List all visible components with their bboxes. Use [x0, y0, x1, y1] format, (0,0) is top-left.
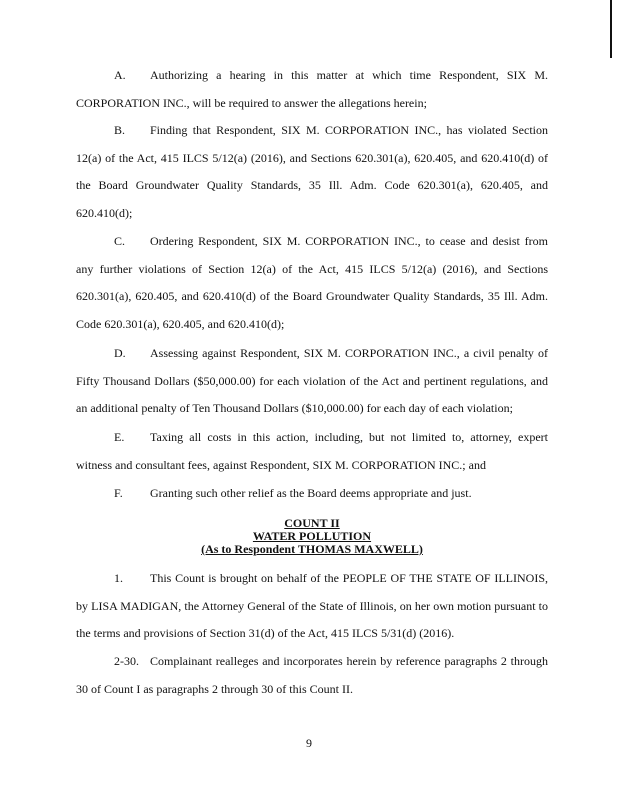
paragraph-label: 2-30. — [114, 654, 139, 668]
count-heading-subject: WATER POLLUTION — [252, 529, 372, 543]
paragraph-label: E. — [114, 430, 125, 444]
relief-paragraph-d — [76, 340, 548, 423]
paragraph-text: Authorizing a hearing in this matter at which time Respondent, SIX M. CORPORATION INC., will be required to answer the allegations herein; — [76, 68, 548, 110]
paragraph-text: Taxing all costs in this action, including, but not limited to, attorney, expert witness and consultant fees, against Respondent, SIX M. CORPORATION INC.; and — [76, 430, 548, 472]
relief-paragraph-f — [76, 480, 548, 508]
paragraph-label: A. — [114, 68, 126, 82]
paragraph-label: 1. — [114, 571, 123, 585]
paragraph-text: Complainant realleges and incorporates herein by reference paragraphs 2 through 30 of Count I as paragraphs 2 through 30 of this Count II. — [76, 654, 548, 696]
count-paragraph-2-30 — [76, 648, 548, 703]
page-number: 9 — [306, 736, 312, 750]
count-heading-title: COUNT II — [284, 516, 340, 530]
count-heading-respondent: (As to Respondent THOMAS MAXWELL) — [201, 542, 423, 556]
paragraph-text: Finding that Respondent, SIX M. CORPORATION INC., has violated Section 12(a) of the Act, 415 ILCS 5/12(a) (2016), and Sections 620.301(a), 620.405, and 620.410(d) of the Board Groundwater Quality Standards, 35 Ill. Adm. Code 620.301(a), 620.405, and 620.410(d); — [76, 123, 548, 220]
paragraph-label: D. — [114, 346, 126, 360]
count-paragraph-1 — [76, 565, 548, 648]
relief-paragraph-e — [76, 424, 548, 479]
paragraph-label: C. — [114, 234, 126, 248]
relief-paragraph-a — [76, 62, 548, 117]
relief-paragraph-c — [76, 228, 548, 338]
paragraph-text: Granting such other relief as the Board deems appropriate and just. — [150, 486, 472, 500]
page-edge-mark — [610, 0, 612, 58]
paragraph-text: Ordering Respondent, SIX M. CORPORATION INC., to cease and desist from any further violations of Section 12(a) of the Act, 415 ILCS 5/12(a) (2016), and Sections 620.301(a), 620.405, and 620.410(d) of the Board Groundwater Quality Standards, 35 Ill. Adm. Code 620.301(a), 620.405, and 620.410(d); — [76, 234, 548, 331]
relief-paragraph-b — [76, 117, 548, 227]
paragraph-label: B. — [114, 123, 126, 137]
paragraph-text: Assessing against Respondent, SIX M. CORPORATION INC., a civil penalty of Fifty Thousand Dollars ($50,000.00) for each violation of the Act and pertinent regulations, and an additional penalty of Ten Thousand Dollars ($10,000.00) for each day of each violation; — [76, 346, 548, 415]
paragraph-text: This Count is brought on behalf of the PEOPLE OF THE STATE OF ILLINOIS, by LISA MADIGAN, the Attorney General of the State of Illinois, on her own motion pursuant to the terms and provisions of Section 31(d) of the Act, 415 ILCS 5/31(d) (2016). — [76, 571, 548, 640]
paragraph-label: F. — [114, 486, 123, 500]
